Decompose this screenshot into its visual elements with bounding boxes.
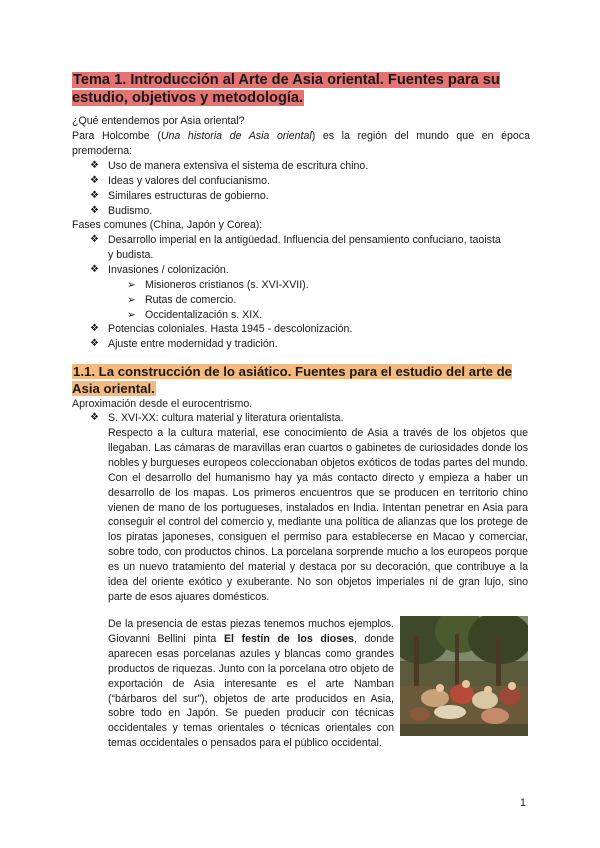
sub-list-item: Rutas de comercio.: [145, 294, 237, 306]
fases-line: Fases comunes (China, Japón y Corea):: [72, 219, 263, 231]
list-item: Uso de manera extensiva el sistema de escritura chino.: [108, 160, 369, 172]
list-item: Ideas y valores del confucianismo.: [108, 175, 270, 187]
feast-of-the-gods-painting: [400, 616, 528, 736]
bullet-diamond-icon: ❖: [90, 264, 99, 275]
list-item: Invasiones / colonización.: [108, 264, 229, 276]
list-item: Desarrollo imperial en la antigüedad. Influencia del pensamiento confuciano, taoista: [108, 234, 501, 246]
bullet-diamond-icon: ❖: [90, 205, 99, 216]
list-item: Similares estructuras de gobierno.: [108, 190, 269, 202]
list-item: Budismo.: [108, 205, 153, 217]
body-paragraph-with-image: De la presencia de estas piezas tenemos muchos ejemplos. Giovanni Bellini pinta El festín de los dioses, donde aparecen esas porcelanas azules y blancas como grandes productos de riquezas. Junto con la porcelana otro objeto de exportación de Asia interesante es el arte Namban (“bárbaros del sur”), objetos de arte producidos en Asia, sobre todo en Japón. Se pueden producir con técnicas occidentales y temas orientales o técnicas orientales con temas occidentales o pensados para el público occidental.: [108, 618, 394, 750]
chapter-heading: Tema 1. Introducción al Arte de Asia oriental. Fuentes para su estudio, objetivos y metodología.: [72, 72, 500, 106]
arrow-bullet-icon: ➢: [127, 279, 136, 291]
section-heading: 1.1. La construcción de lo asiático. Fuentes para el estudio del arte de Asia oriental.: [72, 364, 512, 396]
holcombe-line-2: premoderna:: [72, 145, 133, 157]
bullet-diamond-icon: ❖: [90, 234, 99, 245]
sub-list-item: Misioneros cristianos (s. XVI-XVII).: [145, 279, 309, 291]
list-item: Ajuste entre modernidad y tradición.: [108, 338, 278, 350]
bullet-diamond-icon: ❖: [90, 175, 99, 186]
aprox-line: Aproximación desde el eurocentrismo.: [72, 398, 253, 410]
list-item: S. XVI-XX: cultura material y literatura orientalista.: [108, 412, 344, 424]
sub-list-item: Occidentalización s. XIX.: [145, 309, 263, 321]
holcombe-line: Para Holcombe (Una historia de Asia oriental) es la región del mundo que en época: [72, 130, 530, 142]
arrow-bullet-icon: ➢: [127, 294, 136, 306]
bullet-diamond-icon: ❖: [90, 160, 99, 171]
question-line: ¿Qué entendemos por Asia oriental?: [72, 115, 245, 127]
arrow-bullet-icon: ➢: [127, 309, 136, 321]
list-item-continuation: y budista.: [108, 249, 154, 261]
page-number: 1: [520, 797, 526, 809]
bullet-diamond-icon: ❖: [90, 323, 99, 334]
bullet-diamond-icon: ❖: [90, 338, 99, 349]
bullet-diamond-icon: ❖: [90, 190, 99, 201]
list-item: Potencias coloniales. Hasta 1945 - descolonización.: [108, 323, 353, 335]
body-paragraph: Respecto a la cultura material, ese conocimiento de Asia a través de los objetos que llegaban. Las cámaras de maravillas eran cuartos o gabinetes de curiosidades donde los nobles y burgueses europeos coleccionaban objetos exóticos de todas partes del mundo. Con el desarrollo del humanismo hay ya más contacto directo y empieza a haber un desarrollo de los mapas. Los primeros encuentros que se producen en territorio chino vienen de mano de los portugueses, instalados en India. Intentan penetrar en Asia para conseguir el control del comercio y, mediante una política de alianzas que los protege de los piratas japoneses, consiguen el permiso para establecerse en Macao y comerciar, sobre todo, con productos chinos. La porcelana sorprende mucho a los europeos porque es un nuevo tratamiento del material y destaca por su decoración, que contribuye a la idea del oriente exótico y exuberante. No son objetos imperiales ni de gran lujo, sino parte de esos ajuares domésticos.: [108, 427, 528, 603]
bullet-diamond-icon: ❖: [90, 412, 99, 423]
